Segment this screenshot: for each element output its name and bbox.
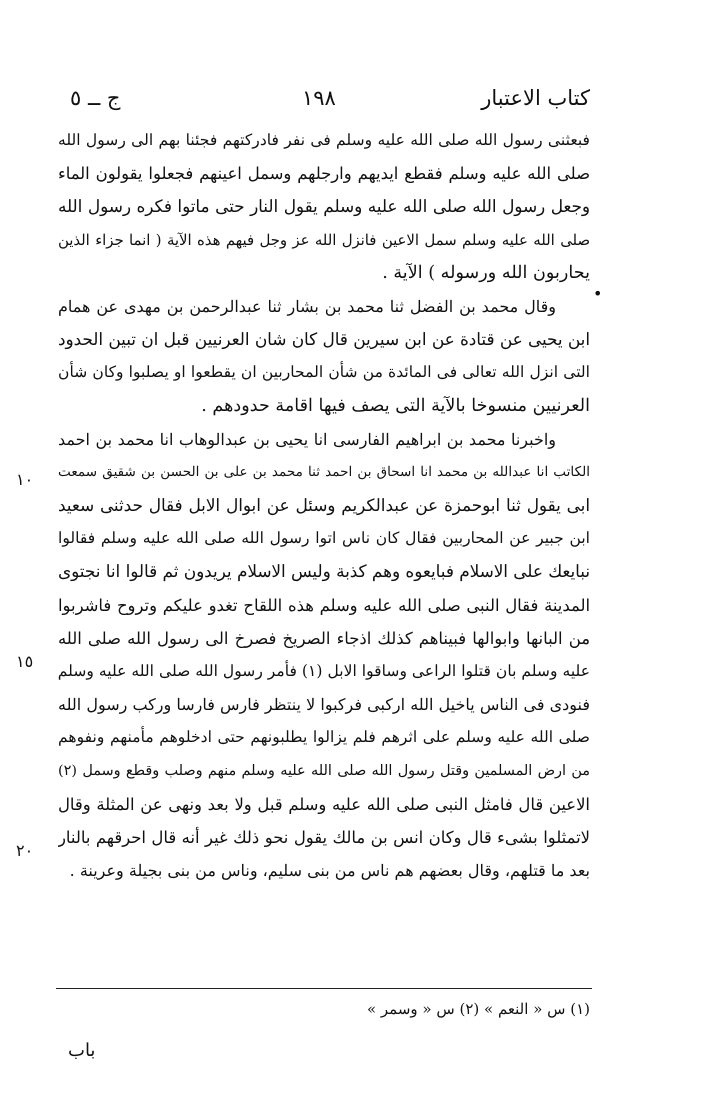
footnote: (١) س « النعم » (٢) س « وسمر » [366,1000,590,1018]
catchword: باب [68,1040,96,1061]
text-line: صلى الله عليه وسلم فقطع ايديهم وارجلهم وسمل اعينهم فجعلوا يقولون الماء [58,164,590,184]
text-line: ابن يحيى عن قتادة عن ابن سيرين قال كان شان العرنيين قبل ان تبين الحدود [58,329,590,350]
margin-line-number-15: ١٥ [16,652,34,671]
text-line: صلى الله عليه وسلم على اثرهم فلم يزالوا يطلبونهم حتى ادخلوهم مأمنهم ونفوهم [58,728,590,747]
text-line: ابى يقول ثنا ابوحمزة عن عبدالكريم وسئل عن ابوال الابل فقال حدثنى سعيد [58,495,590,516]
text-line: نبايعك على الاسلام فبايعوه وهم كذبة وليس الاسلام يريدون ثم قالوا انا نجتوى [58,561,590,582]
text-line: الكاتب انا عبدالله بن محمد انا اسحاق بن احمد ثنا محمد بن على بن الحسن بن شقيق سمعت [58,463,590,480]
body-text [58,124,590,887]
footnote-divider [56,988,592,989]
text-line: من ارض المسلمين وقتل رسول الله صلى الله عليه وسلم منهم وصلب وقطع وسمل (٢) [58,762,590,779]
margin-line-number-20: ٢٠ [16,841,34,860]
text-line: عليه وسلم بان قتلوا الراعى وساقوا الابل (١) فأمر رسول الله صلى الله عليه وسلم [58,662,590,680]
text-line: بعد ما قتلهم، وقال بعضهم هم ناس من بنى سليم، وناس من بنى بجيلة وعرينة . [69,861,590,881]
margin-bullet: • [593,284,603,303]
text-line: وقال محمد بن الفضل ثنا محمد بن بشار ثنا عبدالرحمن بن مهدى عن همام [58,296,556,316]
text-line: فبعثنى رسول الله صلى الله عليه وسلم فى نفر فادركتهم فجئنا بهم الى رسول الله [58,131,590,149]
page-header [70,86,590,122]
text-line: واخبرنا محمد بن ابراهيم الفارسى انا يحيى بن عبدالوهاب انا محمد بن احمد [58,429,556,449]
text-line: لاتمثلوا بشىء قال وكان انس بن مالك يقول نحو ذلك غير أنه قال احرقهم بالنار [58,827,590,847]
text-line: وجعل رسول الله صلى الله عليه وسلم يقول النار حتى ماتوا فكره رسول الله [58,196,590,217]
text-line: الاعين قال فامثل النبى صلى الله عليه وسلم قبل ولا بعد ونهى عن المثلة وقال [58,794,590,814]
text-line: فنودى فى الناس ياخيل الله اركبى فركبوا لا ينتظر فارس فارسا وركب رسول الله [58,695,590,715]
text-line: صلى الله عليه وسلم سمل الاعين فانزل الله عز وجل فيهم هذه الآية ( انما جزاء الذين [58,231,590,249]
text-line: التى انزل الله تعالى فى المائدة من شأن المحاربين ان يقطعوا او يصلبوا وكان شأن [58,363,590,382]
text-line: من البانها وابوالها فبيناهم كذلك اذجاء الصريخ فصرخ الى رسول الله صلى الله [58,628,590,648]
text-line: ابن جبير عن المحاربين فقال كان ناس اتوا رسول الله صلى الله عليه وسلم فقالوا [58,529,590,548]
page-number: ١٩٨ [302,86,336,110]
margin-line-number-10: ١٠ [16,470,34,489]
text-line: يحاربون الله ورسوله ) الآية . [382,262,590,283]
book-title: كتاب الاعتبار [481,86,590,110]
text-line: العرنيين منسوخا بالآية التى يصف فيها اقامة حدودهم . [201,395,590,416]
text-line: المدينة فقال النبى صلى الله عليه وسلم هذه اللقاح تغدو عليكم وتروح فاشربوا [58,595,590,615]
volume-number: ج ــ ٥ [70,86,121,110]
